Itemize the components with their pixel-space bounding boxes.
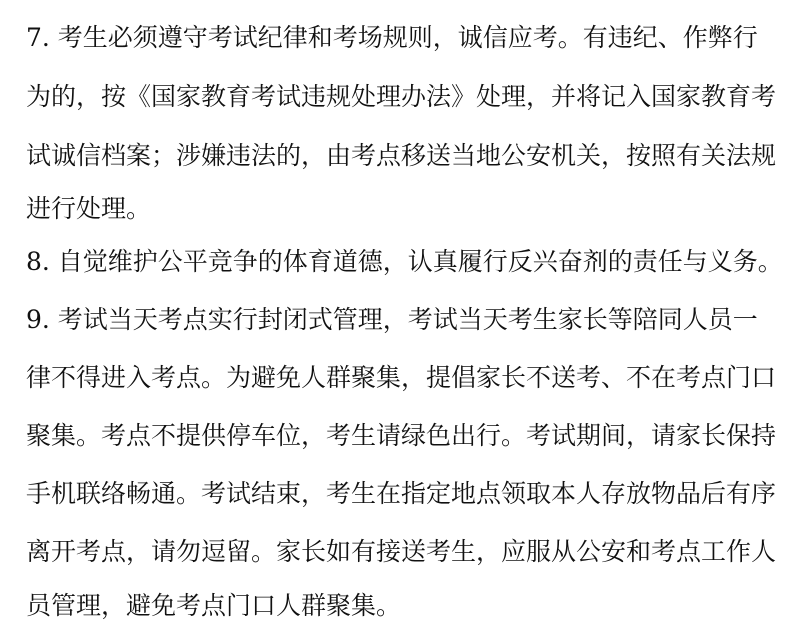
text-line-rule-9-5: 离开考点，请勿逗留。家长如有接送考生，应服从公安和考点工作人	[26, 537, 777, 566]
text-line-rule-7-1: 7. 考生必须遵守考试纪律和考场规则，诚信应考。有违纪、作弊行	[26, 23, 758, 52]
text-line-rule-7-3: 试诚信档案；涉嫌违法的，由考点移送当地公安机关，按照有关法规	[26, 141, 777, 170]
text-line-rule-9-6: 员管理，避免考点门口人群聚集。	[26, 591, 402, 620]
text-line-rule-8: 8. 自觉维护公平竞争的体育道德，认真履行反兴奋剂的责任与义务。	[26, 247, 783, 276]
text-line-rule-9-2: 律不得进入考点。为避免人群聚集，提倡家长不送考、不在考点门口	[26, 363, 777, 392]
text-line-rule-7-4: 进行处理。	[26, 194, 152, 223]
text-line-rule-9-3: 聚集。考点不提供停车位，考生请绿色出行。考试期间，请家长保持	[26, 421, 777, 450]
text-line-rule-9-4: 手机联络畅通。考试结束，考生在指定地点领取本人存放物品后有序	[26, 479, 777, 508]
text-line-rule-9-1: 9. 考试当天考点实行封闭式管理，考试当天考生家长等陪同人员一	[26, 305, 758, 334]
text-line-rule-7-2: 为的，按《国家教育考试违规处理办法》处理，并将记入国家教育考	[26, 82, 777, 111]
